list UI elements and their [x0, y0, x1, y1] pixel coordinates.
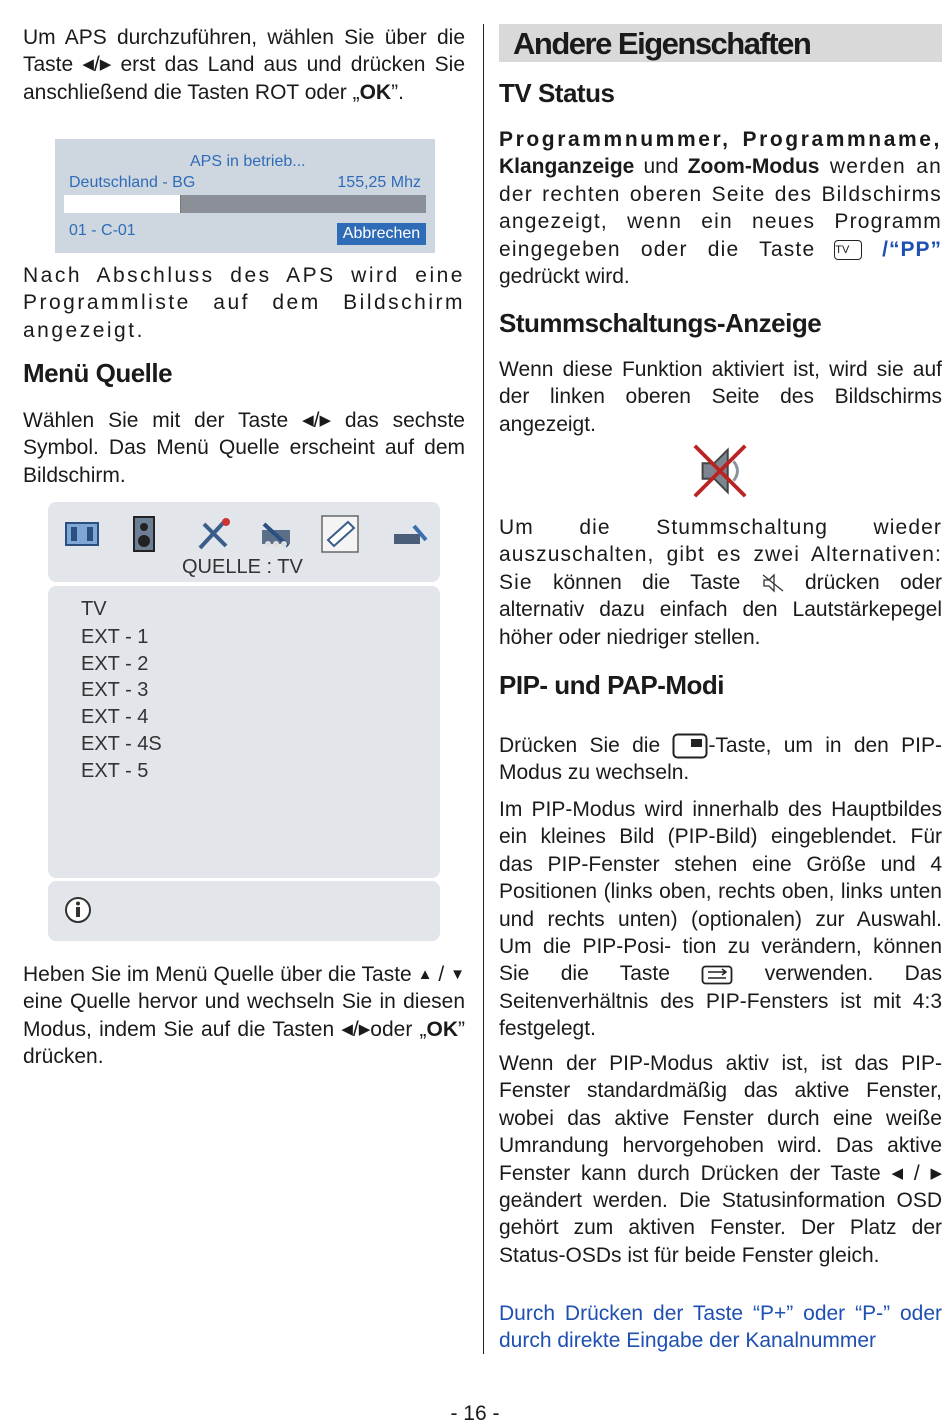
pip-heading: PIP- und PAP-Modi — [499, 670, 724, 700]
source-menu-info-bar — [48, 881, 440, 941]
sound-menu-icon[interactable] — [124, 514, 164, 554]
cancel-button[interactable]: Abbrechen — [337, 223, 426, 245]
info-icon[interactable] — [64, 896, 92, 924]
left-arrow-icon: ◀ — [82, 56, 94, 74]
install-menu-icon[interactable] — [256, 514, 296, 554]
pip-position-button-icon — [701, 965, 733, 985]
section-title-bar — [499, 24, 942, 62]
pp-label: /“PP” — [862, 237, 942, 261]
text: eine Quelle hervor und wechseln Sie in diesen Modus, indem Sie auf die Tasten — [23, 990, 465, 1041]
menu-source-text — [23, 407, 465, 489]
text: Im PIP-Modus wird innerhalb des Hauptbildes ein kleines Bild (PIP-Bild) eingeblendet. Für das PIP-Fenster stehen eine Größe und 4 Positionen (links oben, rechts oben, links unten und rechts unten) (optionalen) zur Auswahl. Um die PIP-Posi- — [499, 798, 942, 959]
text: / — [352, 1017, 359, 1041]
right-arrow-icon: ▶ — [930, 1164, 943, 1182]
source-menu-header — [48, 502, 440, 582]
text: Heben Sie im Menü Quelle über die Taste — [23, 963, 412, 986]
text: Um APS durchzuführen, wählen Sie über die Taste — [23, 26, 465, 77]
source-menu-title: QUELLE : TV — [182, 556, 303, 578]
unmute-text — [499, 514, 942, 651]
aps-result-text: Nach Abschluss des APS wird eine Programmliste auf dem Bildschirm angezeigt. — [23, 264, 465, 342]
source-select-text — [23, 961, 465, 1071]
text: werden an der rechten oberen Seite des Bildschirms angezeigt, wenn ein neues Programm eingegeben oder die Taste — [499, 155, 942, 261]
left-arrow-icon: ◀ — [302, 412, 314, 429]
channel-change-text: Durch Drücken der Taste “P+” oder “P-” oder durch direkte Eingabe der Kanalnummer — [499, 1302, 942, 1353]
down-arrow-icon: ▼ — [450, 966, 466, 983]
picture-menu-icon[interactable] — [62, 514, 102, 554]
text: tion zu verändern, können Sie die Taste — [499, 935, 942, 986]
text: oder „ — [370, 1017, 427, 1041]
text: verwenden. Das Seitenverhältnis des PIP-Fensters ist mit 4:3 festgelegt. — [499, 962, 943, 1041]
pip-active-window-text — [499, 1050, 942, 1269]
aps-status: APS in betrieb... — [190, 153, 306, 170]
text: können die Taste — [552, 570, 741, 594]
text: ”. — [391, 80, 404, 104]
text: geändert werden. Die Statusinformation OSD gehört zum aktiven Fenster. Der Platz der Status-OSDs ist für beide Fenster gleich. — [499, 1189, 942, 1267]
source-item-ext1[interactable]: EXT - 1 — [81, 626, 149, 648]
aps-channel: 01 - C-01 — [69, 222, 136, 239]
source-item-tv[interactable]: TV — [81, 598, 107, 620]
text: Um die Stummschaltung wieder auszuschalten, gibt es zwei Alternativen: Sie — [499, 516, 942, 594]
source-item-ext3[interactable]: EXT - 3 — [81, 679, 149, 701]
up-arrow-icon: ▲ — [417, 966, 433, 983]
text: / — [93, 53, 100, 77]
pip-description-text — [499, 796, 942, 1043]
text: -Taste, um in den PIP-Modus zu wechseln. — [499, 734, 942, 785]
program-label: Programmnummer, Programmname, — [499, 128, 942, 151]
tv-button-icon: TV — [834, 240, 862, 260]
right-arrow-icon: ▶ — [319, 412, 331, 429]
left-arrow-icon: ◀ — [341, 1020, 353, 1038]
source-item-ext4s[interactable]: EXT - 4S — [81, 733, 162, 755]
tv-status-heading: TV Status — [499, 78, 615, 108]
text: und — [634, 155, 688, 179]
zoom-label: Zoom-Modus — [687, 155, 820, 179]
text: das sechste Symbol. Das Menü Quelle erscheint auf dem Bildschirm. — [23, 409, 465, 487]
aps-country: Deutschland - BG — [69, 174, 196, 191]
text: Drücken Sie die — [499, 734, 661, 757]
tv-status-text — [499, 126, 942, 290]
text: erst das Land aus und drücken Sie anschließend die Tasten ROT oder „ — [23, 53, 465, 104]
right-arrow-icon: ▶ — [358, 1020, 371, 1038]
mute-button-icon — [761, 573, 785, 593]
aps-progress-fill — [64, 195, 181, 213]
column-divider — [483, 24, 484, 1354]
ok-label: OK — [359, 80, 392, 104]
features-menu-icon[interactable] — [194, 514, 234, 554]
aps-progress-bar — [64, 195, 426, 213]
source-item-ext5[interactable]: EXT - 5 — [81, 760, 149, 782]
menu-source-heading: Menü Quelle — [23, 358, 173, 388]
source-menu-icon[interactable] — [320, 514, 360, 554]
mute-text: Wenn diese Funktion aktiviert ist, wird sie auf der linken oberen Seite des Bildschirms angezeigt. — [499, 358, 942, 436]
ok-label: OK — [426, 1017, 459, 1041]
aps-progress-box — [55, 139, 435, 253]
tools-menu-icon[interactable] — [390, 514, 430, 554]
source-item-ext4[interactable]: EXT - 4 — [81, 706, 149, 728]
text: gedrückt wird. — [499, 265, 630, 289]
text: Wählen Sie mit der Taste — [23, 409, 289, 432]
aps-frequency: 155,25 Mhz — [337, 174, 421, 191]
section-title: Andere Eigenschaften — [513, 26, 811, 61]
mute-indicator-icon — [689, 440, 751, 502]
page-number: - 16 - — [450, 1402, 500, 1425]
text: ” drücken. — [23, 1017, 466, 1069]
aps-instruction — [23, 24, 465, 106]
right-arrow-icon: ▶ — [99, 56, 112, 74]
text: / — [438, 963, 445, 986]
sound-label: Klanganzeige — [499, 155, 635, 179]
pip-button-icon — [672, 733, 708, 759]
text: Wenn der PIP-Modus aktiv ist, ist das PIP-Fenster standardmäßig das aktive Fenster, wobei das aktive Fenster durch eine weiße Umrandung hervorgehoben wird. Das aktive Fenster kann durch Drücken der Taste — [499, 1052, 942, 1185]
text: / — [913, 1161, 920, 1185]
pip-intro-text — [499, 732, 942, 787]
text: / — [313, 409, 320, 432]
source-menu-list — [48, 586, 440, 878]
mute-heading: Stummschaltungs-Anzeige — [499, 308, 822, 338]
text: drücken oder alternativ dazu einfach den Lautstärkepegel höher oder niedriger stellen. — [499, 570, 942, 649]
source-item-ext2[interactable]: EXT - 2 — [81, 653, 149, 675]
left-arrow-icon: ◀ — [891, 1164, 903, 1182]
